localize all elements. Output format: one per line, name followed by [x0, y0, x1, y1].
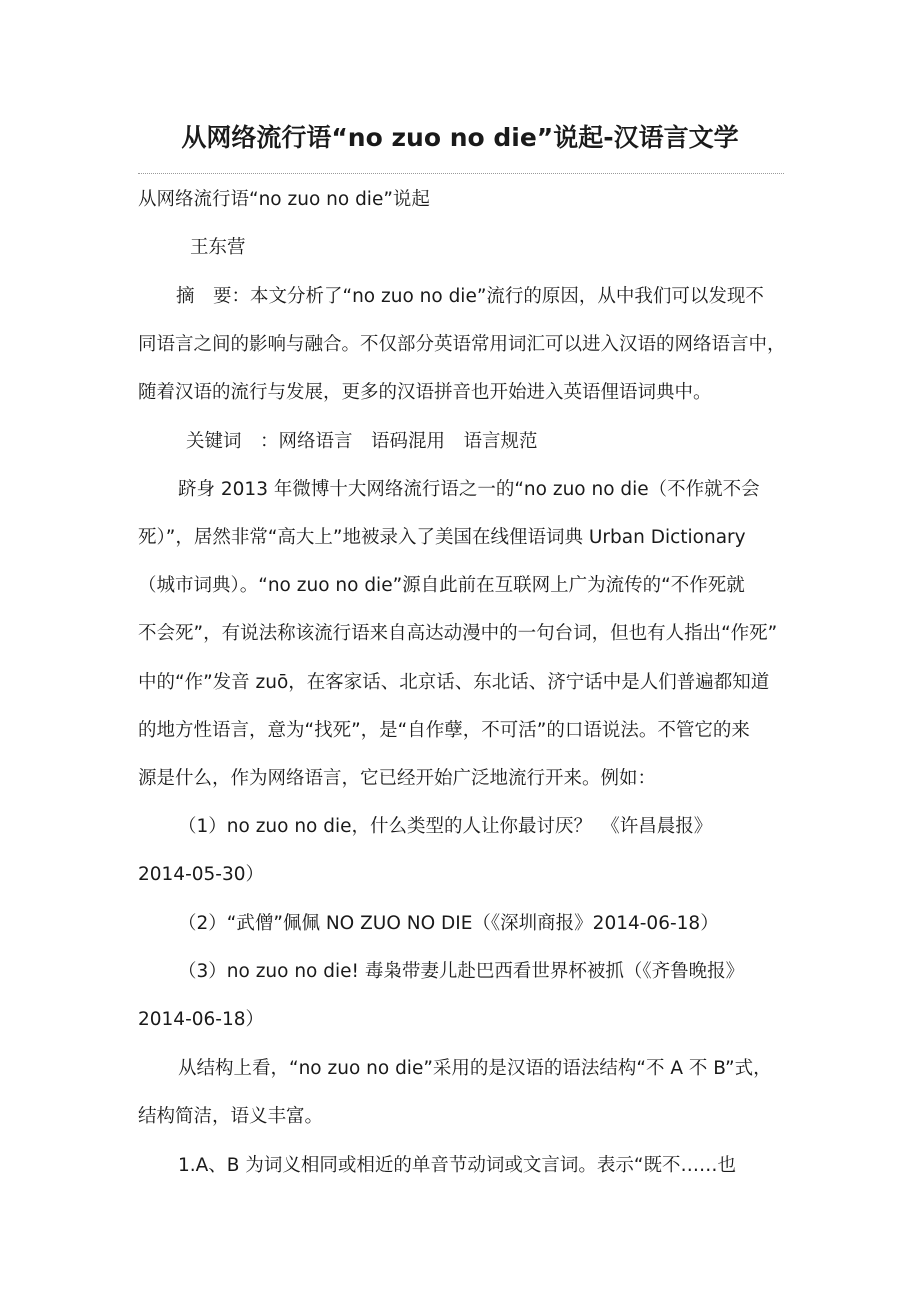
- author-name: 王东营: [190, 237, 246, 258]
- body-line: 死）”，居然非常“高大上”地被录入了美国在线俚语词典 Urban Dictionary: [138, 527, 746, 548]
- structure-line: 从结构上看，“no zuo no die”采用的是汉语的语法结构“不 A 不 B”式，: [178, 1058, 772, 1079]
- document-title: 从网络流行语“no zuo no die”说起-汉语言文学: [181, 123, 739, 152]
- example-line: （2）“武僧”佩佩 NO ZUO NO DIE（《深圳商报》2014-06-18）: [178, 913, 719, 934]
- list-item-line: 1.A、B 为词义相同或相近的单音节动词或文言词。表示“既不……也: [178, 1155, 736, 1176]
- abstract-line: 同语言之间的影响与融合。不仅部分英语常用词汇可以进入汉语的网络语言中，: [138, 334, 786, 355]
- example-line: （3）no zuo no die! 毒枭带妻儿赴巴西看世界杯被抓（《齐鲁晚报》: [178, 961, 745, 982]
- title-divider: [138, 173, 784, 174]
- example-line: （1）no zuo no die，什么类型的人让你最讨厌？ 《许昌晨报》: [178, 816, 713, 837]
- abstract-line: 随着汉语的流行与发展，更多的汉语拼音也开始进入英语俚语词典中。: [138, 382, 712, 403]
- structure-line: 结构简洁，语义丰富。: [138, 1106, 324, 1127]
- example-line: 2014-05-30）: [138, 864, 265, 885]
- body-line: 源是什么，作为网络语言，它已经开始广泛地流行开来。例如：: [138, 768, 657, 789]
- keywords-line: 关键词 ：网络语言 语码混用 语言规范: [186, 431, 538, 452]
- body-line: 的地方性语言，意为“找死”，是“自作孽，不可活”的口语说法。不管它的来: [138, 720, 750, 741]
- body-line: （城市词典）。“no zuo no die”源自此前在互联网上广为流传的“不作死就: [138, 575, 745, 596]
- abstract-line: 摘 要：本文分析了“no zuo no die”流行的原因，从中我们可以发现不: [176, 286, 764, 307]
- article-subtitle: 从网络流行语“no zuo no die”说起: [138, 189, 430, 210]
- body-line: 不会死”，有说法称该流行语来自高达动漫中的一句台词，但也有人指出“作死”: [138, 623, 778, 644]
- body-line: 跻身 2013 年微博十大网络流行语之一的“no zuo no die（不作就不会: [178, 479, 760, 500]
- body-line: 中的“作”发音 zuō，在客家话、北京话、东北话、济宁话中是人们普遍都知道: [138, 672, 770, 693]
- example-line: 2014-06-18）: [138, 1009, 265, 1030]
